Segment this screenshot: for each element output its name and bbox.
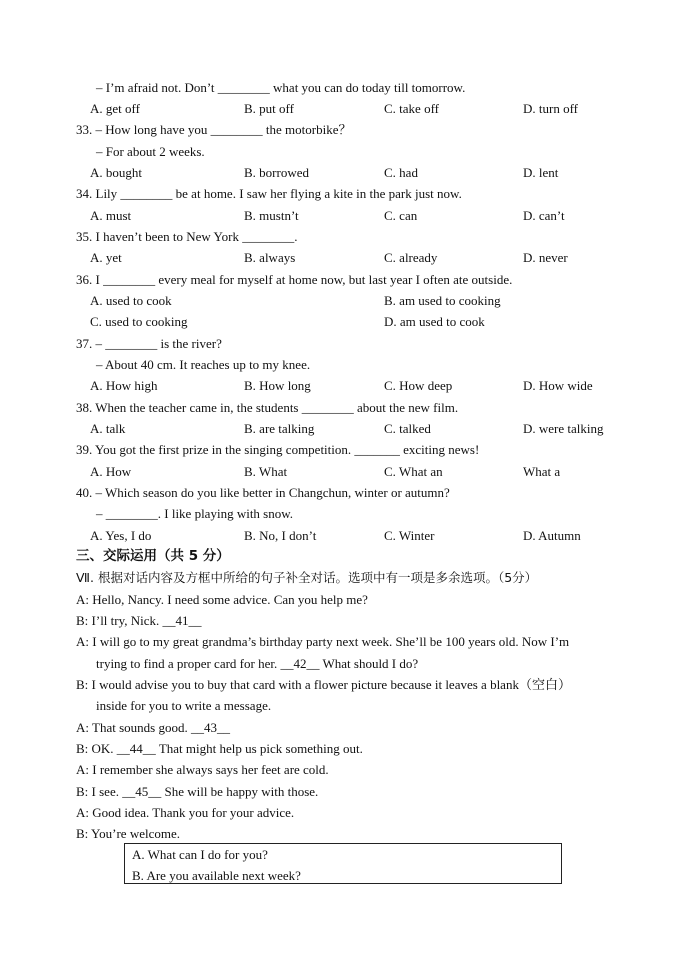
- q32-dialog: – I’m afraid not. Don’t ________ what you can do today till tomorrow.: [96, 80, 466, 95]
- q38-option-d[interactable]: D. were talking: [523, 421, 604, 436]
- dialogue-line: B: You’re welcome.: [76, 826, 180, 841]
- dialogue-line: B: I see. __45__ She will be happy with those.: [76, 784, 319, 799]
- q33-option-c[interactable]: C. had: [384, 165, 418, 180]
- q39-option-c[interactable]: C. What an: [384, 464, 443, 479]
- dialogue-line: B: I’ll try, Nick. __41__: [76, 613, 202, 628]
- q40-reply: – ________. I like playing with snow.: [96, 506, 294, 521]
- q39-stem: 39. You got the first prize in the singing competition. _______ exciting news!: [76, 442, 480, 457]
- q38-option-c[interactable]: C. talked: [384, 421, 431, 436]
- q33-option-b[interactable]: B. borrowed: [244, 165, 309, 180]
- dialogue-line: B: OK. __44__ That might help us pick something out.: [76, 741, 363, 756]
- q37-option-d[interactable]: D. How wide: [523, 378, 593, 393]
- dialogue-line: inside for you to write a message.: [96, 698, 272, 713]
- q35-option-a[interactable]: A. yet: [90, 250, 122, 265]
- choice-a[interactable]: A. What can I do for you?: [132, 847, 268, 862]
- dialogue-line: trying to find a proper card for her. __42__ What should I do?: [96, 656, 419, 671]
- section-instruction: Ⅶ. 根据对话内容及方框中所给的句子补全对话。选项中有一项是多余选项。（5分）: [76, 570, 538, 585]
- q35-stem: 35. I haven’t been to New York ________.: [76, 229, 298, 244]
- q34-stem: 34. Lily ________ be at home. I saw her flying a kite in the park just now.: [76, 186, 462, 201]
- q40-option-c[interactable]: C. Winter: [384, 528, 435, 543]
- q40-option-a[interactable]: A. Yes, I do: [90, 528, 152, 543]
- q40-stem: 40. – Which season do you like better in Changchun, winter or autumn?: [76, 485, 450, 500]
- q37-reply: – About 40 cm. It reaches up to my knee.: [96, 357, 311, 372]
- q36-option-c[interactable]: C. used to cooking: [90, 314, 188, 329]
- q38-stem: 38. When the teacher came in, the students ________ about the new film.: [76, 400, 459, 415]
- choice-b[interactable]: B. Are you available next week?: [132, 868, 301, 883]
- q33-stem: 33. – How long have you ________ the motorbike？: [76, 122, 352, 137]
- q34-option-d[interactable]: D. can’t: [523, 208, 565, 223]
- dialogue-line: A: That sounds good. __43__: [76, 720, 230, 735]
- q33-reply: – For about 2 weeks.: [96, 144, 205, 159]
- q37-option-c[interactable]: C. How deep: [384, 378, 453, 393]
- q33-option-d[interactable]: D. lent: [523, 165, 559, 180]
- dialogue-line: B: I would advise you to buy that card with a flower picture because it leaves a blank（空白）: [76, 677, 571, 692]
- q39-option-a[interactable]: A. How: [90, 464, 132, 479]
- q36-stem: 36. I ________ every meal for myself at home now, but last year I often ate outside.: [76, 272, 513, 287]
- q32-option-b[interactable]: B. put off: [244, 101, 294, 116]
- q34-option-c[interactable]: C. can: [384, 208, 418, 223]
- q36-option-a[interactable]: A. used to cook: [90, 293, 172, 308]
- q40-option-b[interactable]: B. No, I don’t: [244, 528, 317, 543]
- q38-option-a[interactable]: A. talk: [90, 421, 126, 436]
- section-heading: 三、交际运用（共 5 分）: [76, 548, 230, 564]
- q37-option-a[interactable]: A. How high: [90, 378, 158, 393]
- q39-option-b[interactable]: B. What: [244, 464, 288, 479]
- q39-option-d[interactable]: What a: [523, 464, 561, 479]
- q32-option-c[interactable]: C. take off: [384, 101, 439, 116]
- q35-option-b[interactable]: B. always: [244, 250, 296, 265]
- q34-option-a[interactable]: A. must: [90, 208, 132, 223]
- q36-option-b[interactable]: B. am used to cooking: [384, 293, 501, 308]
- q32-option-d[interactable]: D. turn off: [523, 101, 579, 116]
- q37-option-b[interactable]: B. How long: [244, 378, 311, 393]
- q35-option-c[interactable]: C. already: [384, 250, 438, 265]
- q37-stem: 37. – ________ is the river?: [76, 336, 222, 351]
- q36-option-d[interactable]: D. am used to cook: [384, 314, 485, 329]
- q38-option-b[interactable]: B. are talking: [244, 421, 315, 436]
- choices-box: [124, 843, 562, 884]
- q32-option-a[interactable]: A. get off: [90, 101, 140, 116]
- dialogue-line: A: I remember she always says her feet are cold.: [76, 762, 329, 777]
- dialogue-line: A: I will go to my great grandma’s birthday party next week. She’ll be 100 years old. Now I’m: [76, 634, 570, 649]
- q40-option-d[interactable]: D. Autumn: [523, 528, 581, 543]
- q35-option-d[interactable]: D. never: [523, 250, 568, 265]
- dialogue-line: A: Good idea. Thank you for your advice.: [76, 805, 295, 820]
- dialogue-line: A: Hello, Nancy. I need some advice. Can you help me?: [76, 592, 368, 607]
- q33-option-a[interactable]: A. bought: [90, 165, 142, 180]
- q34-option-b[interactable]: B. mustn’t: [244, 208, 299, 223]
